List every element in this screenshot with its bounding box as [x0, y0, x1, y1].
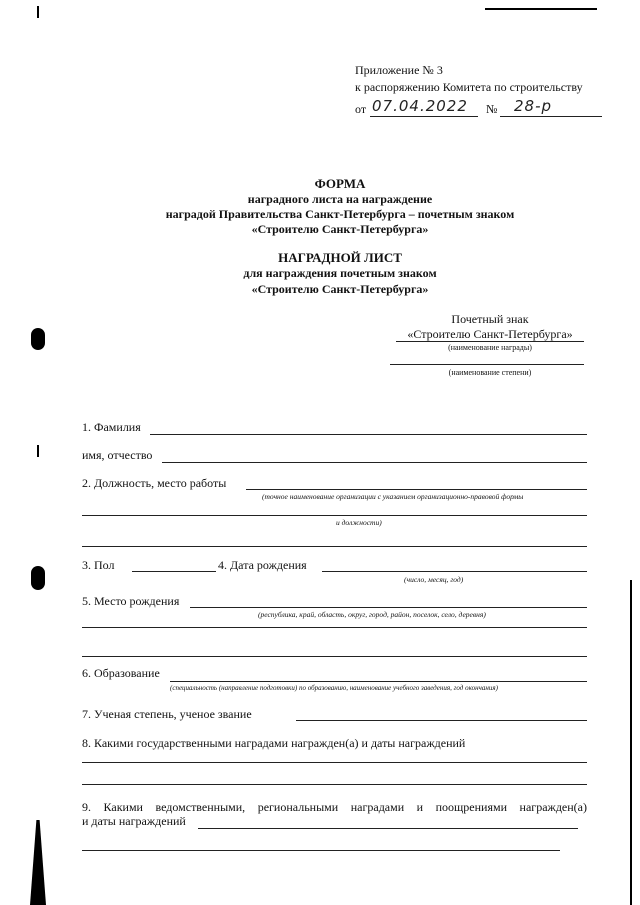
field-position-label: 2. Должность, место работы: [82, 476, 227, 490]
field-degree-label: 7. Ученая степень, ученое звание: [82, 707, 252, 721]
form-header-line2: наградного листа на награждение: [247, 192, 433, 206]
scan-mark-mid: [37, 445, 39, 457]
appendix-number-label: №: [486, 102, 498, 116]
award-sheet-line3: «Строителю Санкт-Петербурга»: [251, 282, 429, 296]
field-other-awards-label2: и даты награждений: [82, 814, 186, 828]
field-name-label: имя, отчество: [82, 448, 153, 462]
award-block-line2: «Строителю Санкт-Петербурга»: [407, 327, 573, 341]
field-degree-line[interactable]: [296, 720, 587, 721]
field-position-note1: (точное наименование организации с указанием организационно-правовой формы: [262, 492, 524, 501]
field-sex-line[interactable]: [132, 571, 216, 572]
field-birthdate-note: (число, месяц, год): [404, 575, 464, 584]
appendix-date-line: [370, 116, 478, 117]
punch-hole-1: [31, 328, 45, 350]
award-caption1: (наименование награды): [448, 343, 532, 352]
form-header-line4: «Строителю Санкт-Петербурга»: [251, 222, 429, 236]
field-state-awards-line1[interactable]: [82, 762, 587, 763]
field-birthplace-label: 5. Место рождения: [82, 594, 180, 608]
appendix-line2: к распоряжению Комитета по строительству: [355, 80, 583, 94]
award-sheet-title: НАГРАДНОЙ ЛИСТ: [278, 250, 402, 265]
appendix-line1: Приложение № 3: [355, 63, 443, 77]
appendix-from-label: от: [355, 102, 367, 116]
field-birthplace-note: (республика, край, область, округ, город, район, поселок, село, деревня): [258, 610, 486, 619]
form-title: ФОРМА: [314, 176, 366, 191]
field-state-awards-line2[interactable]: [82, 784, 587, 785]
field-education-label: 6. Образование: [82, 666, 160, 680]
field-surname-label: 1. Фамилия: [82, 420, 141, 434]
form-header-line3: наградой Правительства Санкт-Петербурга – почетным знаком: [165, 207, 515, 221]
punch-hole-2: [31, 566, 45, 590]
field-birthdate-line[interactable]: [322, 571, 587, 572]
scan-mark-top: [37, 6, 39, 18]
field-other-awards-label: 9. Какими ведомственными, региональными наградами и поощрениями награжден(а): [82, 800, 587, 814]
field-birthplace-line2[interactable]: [82, 627, 587, 628]
appendix-number: 28-р: [514, 97, 553, 115]
scan-mark-top-right: [485, 8, 597, 10]
field-birthplace-line3[interactable]: [82, 656, 587, 657]
field-other-awards-line1[interactable]: [198, 828, 578, 829]
field-sex-label: 3. Пол: [82, 558, 115, 572]
field-state-awards-label: 8. Какими государственными наградами награжден(а) и даты награждений: [82, 736, 466, 750]
award-name-line: [396, 341, 584, 342]
scan-edge-left-bottom: [30, 820, 46, 905]
field-position-line2[interactable]: [82, 515, 587, 516]
field-birthplace-line[interactable]: [190, 607, 587, 608]
field-name-line[interactable]: [162, 462, 587, 463]
award-caption2: (наименование степени): [448, 368, 532, 377]
field-position-note2: и должности): [336, 518, 382, 527]
award-block-line1: Почетный знак: [451, 312, 529, 326]
field-education-line[interactable]: [170, 681, 587, 682]
appendix-number-line: [500, 116, 602, 117]
appendix-date: 07.04.2022: [372, 97, 468, 115]
field-education-note: (специальность (направление подготовки) по образованию, наименование учебного заведения, год окончания): [170, 684, 498, 692]
field-position-line[interactable]: [246, 489, 587, 490]
field-other-awards-line2[interactable]: [82, 850, 560, 851]
award-degree-line: [390, 364, 584, 365]
field-position-line3[interactable]: [82, 546, 587, 547]
field-surname-line[interactable]: [150, 434, 587, 435]
field-birthdate-label: 4. Дата рождения: [218, 558, 307, 572]
award-sheet-line2: для награждения почетным знаком: [243, 266, 437, 280]
scan-edge-right: [630, 580, 632, 905]
